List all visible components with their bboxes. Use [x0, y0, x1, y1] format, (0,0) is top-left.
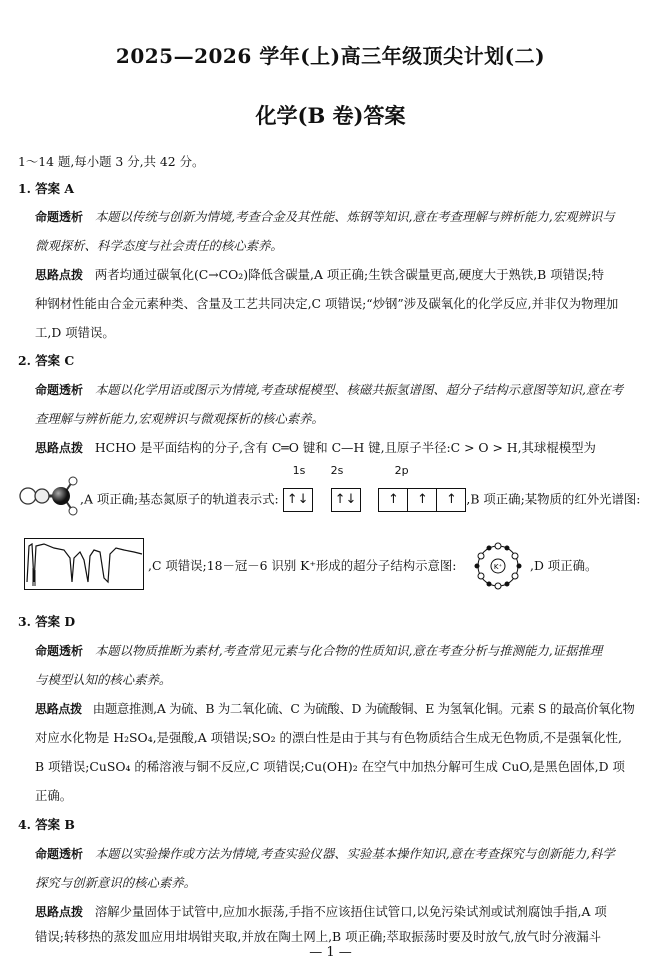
q4-analysis-label: 命题透析	[35, 847, 84, 861]
q1-analysis-line1	[35, 207, 615, 225]
intro-text: 1～14 题,每小题 3 分,共 42 分。	[18, 154, 205, 169]
k-ion-label: K⁺	[493, 563, 503, 571]
crown-ether-k-complex-figure	[468, 540, 528, 592]
q1-hint-line3: 工,D 项错误。	[35, 325, 115, 340]
q1-answer: 1. 答案 A	[18, 181, 74, 196]
q4-hint-line2: 错误;转移热的蒸发皿应用坩埚钳夹取,并放在陶土网上,B 项正确;萃取振荡时要及时放气,放气时分液漏斗	[35, 929, 602, 944]
q2-orb-text-b: ,B 项正确;某物质的红外光谱图:	[466, 491, 641, 507]
orbital-label-1s: 1s	[292, 464, 306, 477]
q2-row-d: ,D 项正确。	[530, 558, 598, 573]
q2-analysis-line1	[35, 380, 623, 398]
q2-hint-line1	[35, 438, 596, 456]
q2-row-c	[148, 556, 456, 574]
q4-hint-line1	[35, 902, 607, 920]
orbital-label-2s: 2s	[330, 464, 344, 477]
q2-analysis-text: 本题以化学用语或图示为情境,考查球棍模型、核磁共振氢谱图、超分子结构示意图等知识,意在考	[94, 382, 624, 397]
orbital-label-2p: 2p	[394, 464, 409, 477]
hcho-ball-stick-model	[18, 476, 80, 516]
q3-hint-label: 思路点拨	[35, 702, 82, 716]
orbital-box-2p-2: ↑	[407, 488, 436, 512]
q4-analysis-line1	[35, 844, 615, 862]
q1-analysis-text: 本题以传统与创新为情境,考查合金及其性能、炼钢等知识,意在考查理解与辨析能力,宏观辨识与	[94, 209, 615, 224]
page-subtitle: 化学(B 卷)答案	[255, 103, 406, 128]
q4-analysis-line2: 探究与创新意识的核心素养。	[35, 875, 197, 890]
q3-analysis-line2: 与模型认知的核心素养。	[35, 672, 172, 687]
q1-hint-text: 两者均通过碳氧化(C→CO₂)降低含碳量,A 项正确;生铁含碳量更高,硬度大于熟铁,B 项错误;特	[94, 267, 604, 282]
q4-hint-label: 思路点拨	[35, 905, 84, 919]
q3-hint-text: 由题意推测,A 为硫、B 为二氧化硫、C 为硫酸、D 为硫酸铜、E 为氢氧化铜。元素 S 的最高价氧化物	[92, 701, 635, 716]
orbital-box-2p-3: ↑	[436, 488, 466, 512]
q3-hint-line2: 对应水化物是 H₂SO₄,是强酸,A 项错误;SO₂ 的漂白性是由于其与有色物质结合生成无色物质,不是强氧化性,	[35, 730, 622, 745]
orbital-box-1s: ↑↓	[283, 488, 313, 512]
q2-hint-text: HCHO 是平面结构的分子,含有 C═O 键和 C—H 键,且原子半径:C > O > H,其球棍模型为	[94, 440, 596, 455]
q3-hint-line3: B 项错误;CuSO₄ 的稀溶液与铜不反应,C 项错误;Cu(OH)₂ 在空气中加热分解可生成 CuO,是黑色固体,D 项	[35, 759, 625, 774]
q1-hint-label: 思路点拨	[35, 268, 84, 282]
q3-analysis-label: 命题透析	[35, 644, 84, 658]
page-number: — 1 —	[309, 945, 352, 960]
q2-answer: 2. 答案 C	[18, 353, 75, 368]
q2-orbital-row	[18, 464, 641, 512]
q4-analysis-text: 本题以实验操作或方法为情境,考查实验仪器、实验基本操作知识,意在考查探究与创新能力,科学	[94, 846, 615, 861]
q4-answer: 4. 答案 B	[18, 817, 75, 832]
page-title: 2025—2026 学年(上)高三年级顶尖计划(二)	[115, 44, 546, 68]
ir-spectrum-figure	[24, 538, 144, 590]
q3-hint-line4: 正确。	[35, 788, 73, 803]
q3-analysis-text: 本题以物质推断为素材,考查常见元素与化合物的性质知识,意在考查分析与推测能力,证据推理	[94, 643, 603, 658]
q2-orb-text-a: ,A 项正确;基态氮原子的轨道表示式:	[80, 491, 279, 507]
q2-analysis-line2: 查理解与辨析能力,宏观辨识与微观探析的核心素养。	[35, 411, 324, 426]
q2-analysis-label: 命题透析	[35, 383, 84, 397]
q2-row-c-text: ,C 项错误;18－冠－6 识别 K⁺形成的超分子结构示意图:	[148, 558, 457, 573]
q3-hint-line1	[35, 699, 635, 717]
orbital-box-2p-1: ↑	[378, 488, 407, 512]
q2-hint-label: 思路点拨	[35, 441, 84, 455]
q3-answer: 3. 答案 D	[18, 614, 76, 629]
q1-analysis-line2: 微观探析、科学态度与社会责任的核心素养。	[35, 238, 283, 253]
q1-hint-line2: 种钢材性能由合金元素种类、含量及工艺共同决定,C 项错误;“炒钢”涉及碳氧化的化学反应,并非仅为物理加	[35, 296, 619, 311]
q1-analysis-label: 命题透析	[35, 210, 84, 224]
orbital-box-2s: ↑↓	[331, 488, 361, 512]
q4-hint-text: 溶解少量固体于试管中,应加水振荡,手指不应该捂住试管口,以免污染试剂或试剂腐蚀手指,A 项	[94, 904, 607, 919]
q1-hint-line1	[35, 265, 604, 283]
nitrogen-orbital-diagram	[283, 464, 467, 512]
q3-analysis-line1	[35, 641, 602, 659]
